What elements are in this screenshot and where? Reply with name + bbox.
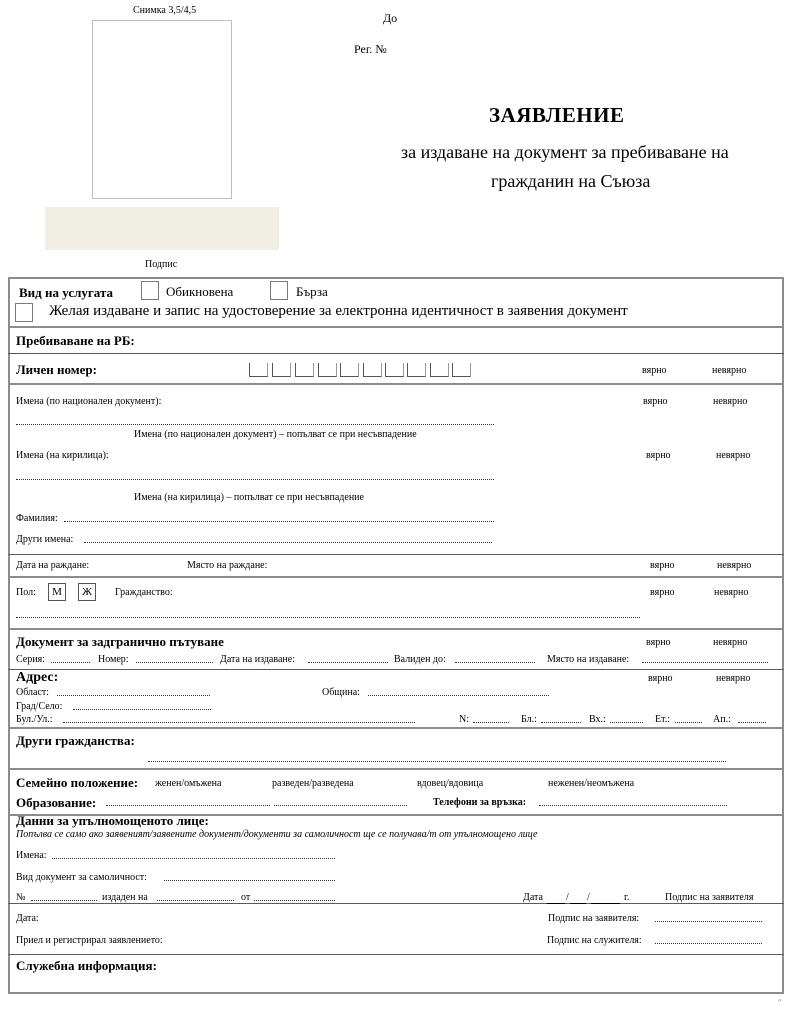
verify-correct[interactable]: вярно	[646, 450, 671, 461]
proxy-no-input[interactable]	[31, 900, 97, 901]
issue-place-input[interactable]	[642, 662, 768, 663]
verify-correct[interactable]: вярно	[650, 560, 675, 571]
id-digit-box[interactable]	[407, 363, 426, 377]
verify-incorrect[interactable]: невярно	[713, 396, 748, 407]
divider	[8, 768, 784, 770]
street-number-input[interactable]	[473, 722, 509, 723]
verify-correct[interactable]: вярно	[650, 587, 675, 598]
express-service-label: Бърза	[296, 284, 328, 299]
floor-label: Ет.:	[655, 714, 671, 725]
service-type-label: Вид на услугата	[19, 285, 114, 300]
divider	[8, 669, 784, 670]
verify-incorrect[interactable]: невярно	[716, 450, 751, 461]
proxy-id-doc-input[interactable]	[164, 880, 335, 881]
education-label: Образование:	[16, 795, 97, 810]
applicant-signature-label: Подпис на заявителя:	[548, 913, 640, 924]
birth-place-label: Място на раждане:	[187, 560, 268, 571]
series-label: Серия:	[16, 654, 45, 665]
municipality-label: Община:	[322, 687, 360, 698]
travel-doc-title: Документ за задгранично пътуване	[16, 634, 224, 649]
proxy-date-year[interactable]	[591, 892, 620, 904]
footer-mark: "	[778, 998, 782, 1007]
verify-incorrect[interactable]: невярно	[713, 637, 748, 648]
verify-correct[interactable]: вярно	[648, 673, 673, 684]
region-label: Област:	[16, 687, 50, 698]
to-label: До	[383, 11, 398, 25]
divider	[8, 576, 784, 578]
eid-checkbox[interactable]	[15, 303, 33, 322]
page-title: ЗАЯВЛЕНИЕ	[489, 103, 625, 127]
proxy-date-day[interactable]	[547, 892, 565, 904]
address-title: Адрес:	[16, 670, 59, 685]
sex-label: Пол:	[16, 587, 36, 598]
national-names-input[interactable]	[16, 424, 494, 425]
proxy-date-suffix: г.	[624, 892, 630, 903]
other-citizenships-input[interactable]	[148, 761, 726, 762]
id-digit-box[interactable]	[385, 363, 404, 377]
signature-label: Подпис	[145, 259, 178, 270]
verify-incorrect[interactable]: невярно	[717, 560, 752, 571]
floor-input[interactable]	[675, 722, 702, 723]
series-input[interactable]	[51, 662, 90, 663]
divider	[8, 903, 784, 904]
municipality-input[interactable]	[368, 695, 549, 696]
id-digit-box[interactable]	[452, 363, 471, 377]
sex-female-box[interactable]: Ж	[78, 583, 96, 601]
verify-correct[interactable]: вярно	[646, 637, 671, 648]
street-input[interactable]	[63, 722, 415, 723]
divider	[8, 554, 784, 555]
national-names-label: Имена (по национален документ):	[16, 396, 162, 407]
city-input[interactable]	[73, 709, 211, 710]
street-label: Бул./Ул.:	[16, 714, 53, 725]
regular-service-label: Обикновена	[166, 284, 234, 299]
valid-until-label: Валиден до:	[394, 654, 446, 665]
entrance-label: Вх.:	[589, 714, 606, 725]
proxy-names-label: Имена:	[16, 850, 47, 861]
citizenship-input[interactable]	[16, 617, 640, 618]
proxy-names-input[interactable]	[52, 858, 335, 859]
express-service-checkbox[interactable]	[270, 281, 288, 300]
subtitle-line-2: гражданин на Съюза	[491, 171, 651, 191]
proxy-issued-on-label: издаден на	[102, 892, 148, 903]
family-option-single[interactable]: неженен/неомъжена	[548, 778, 635, 789]
proxy-applicant-signature: Подпис на заявителя	[665, 892, 754, 903]
other-names-label: Други имена:	[16, 534, 74, 545]
applicant-signature-input[interactable]	[655, 921, 762, 922]
proxy-note: Попълва се само ако заявеният/заявените документ/документи за самоличност ще се получава/т от упълномощено лице	[16, 829, 538, 840]
proxy-date-label: Дата	[523, 892, 543, 903]
id-digit-box[interactable]	[340, 363, 359, 377]
id-digit-box[interactable]	[318, 363, 337, 377]
family-status-label: Семейно положение:	[16, 775, 139, 790]
reg-number-label: Рег. №	[354, 42, 387, 56]
verify-correct[interactable]: вярно	[643, 396, 668, 407]
family-option-married[interactable]: женен/омъжена	[155, 778, 222, 789]
surname-input[interactable]	[64, 521, 494, 522]
number-label: Номер:	[98, 654, 129, 665]
subtitle-line-1: за издаване на документ за пребиваване на	[401, 142, 729, 162]
number-input[interactable]	[136, 662, 213, 663]
divider	[8, 326, 784, 328]
verify-correct[interactable]: вярно	[642, 365, 667, 376]
issue-place-label: Място на издаване:	[547, 654, 630, 665]
education-input[interactable]	[106, 805, 270, 806]
regular-service-checkbox[interactable]	[141, 281, 159, 300]
sex-male-box[interactable]: М	[48, 583, 66, 601]
surname-label: Фамилия:	[16, 513, 58, 524]
issue-date-input[interactable]	[308, 662, 388, 663]
cyrillic-names-input[interactable]	[16, 479, 494, 480]
cyrillic-names-note: Имена (на кирилица) – попълват се при несъвпадение	[134, 492, 364, 503]
issue-date-label: Дата на издаване:	[220, 654, 295, 665]
national-names-note: Имена (по национален документ) – попълват се при несъвпадение	[134, 429, 417, 440]
id-digit-box[interactable]	[249, 363, 268, 377]
family-option-widowed[interactable]: вдовец/вдовица	[417, 778, 484, 789]
verify-incorrect[interactable]: невярно	[716, 673, 751, 684]
other-citizenships-title: Други гражданства:	[16, 733, 135, 748]
divider	[8, 727, 784, 729]
id-digit-box[interactable]	[295, 363, 314, 377]
cyrillic-names-label: Имена (на кирилица):	[16, 450, 109, 461]
proxy-from-input[interactable]	[254, 900, 335, 901]
proxy-date-month[interactable]	[570, 892, 586, 904]
registration-date-label: Дата:	[16, 913, 39, 924]
city-label: Град/Село:	[16, 701, 63, 712]
id-digit-box[interactable]	[272, 363, 291, 377]
region-input[interactable]	[57, 695, 210, 696]
id-digit-box[interactable]	[430, 363, 449, 377]
photo-placeholder[interactable]	[92, 20, 232, 199]
officer-signature-input[interactable]	[655, 943, 762, 944]
divider	[8, 353, 784, 354]
received-by-label: Приел и регистрирал заявлението:	[16, 935, 163, 946]
entrance-input[interactable]	[610, 722, 643, 723]
eid-label: Желая издаване и запис на удостоверение за електронна идентичност в заявения документ	[49, 303, 628, 319]
personal-id-label: Личен номер:	[16, 362, 97, 377]
photo-label: Снимка 3,5/4,5	[133, 5, 197, 16]
phones-input[interactable]	[539, 805, 727, 806]
apartment-label: Ап.:	[713, 714, 731, 725]
proxy-title: Данни за упълномощеното лице:	[16, 813, 209, 828]
signature-field[interactable]	[45, 207, 279, 250]
id-digit-box[interactable]	[363, 363, 382, 377]
divider	[8, 383, 784, 385]
officer-signature-label: Подпис на служителя:	[547, 935, 642, 946]
birth-date-label: Дата на раждане:	[16, 560, 90, 571]
block-label: Бл.:	[521, 714, 537, 725]
apartment-input[interactable]	[738, 722, 766, 723]
education-input-2[interactable]	[274, 805, 407, 806]
verify-incorrect[interactable]: невярно	[712, 365, 747, 376]
verify-incorrect[interactable]: невярно	[714, 587, 749, 598]
family-option-divorced[interactable]: разведен/разведена	[272, 778, 354, 789]
proxy-no-label: №	[16, 892, 26, 903]
valid-until-input[interactable]	[455, 662, 535, 663]
citizenship-label: Гражданство:	[115, 587, 173, 598]
other-names-input[interactable]	[84, 542, 492, 543]
proxy-issued-on-input[interactable]	[157, 900, 234, 901]
proxy-id-doc-label: Вид документ за самоличност:	[16, 872, 147, 883]
divider	[8, 628, 784, 630]
divider	[8, 954, 784, 955]
residence-label: Пребиваване на РБ:	[16, 333, 135, 348]
block-input[interactable]	[541, 722, 581, 723]
phones-label: Телефони за връзка:	[433, 797, 527, 808]
proxy-from-label: от	[241, 892, 251, 903]
official-info-title: Служебна информация:	[16, 958, 157, 973]
street-number-label: N:	[459, 714, 469, 725]
